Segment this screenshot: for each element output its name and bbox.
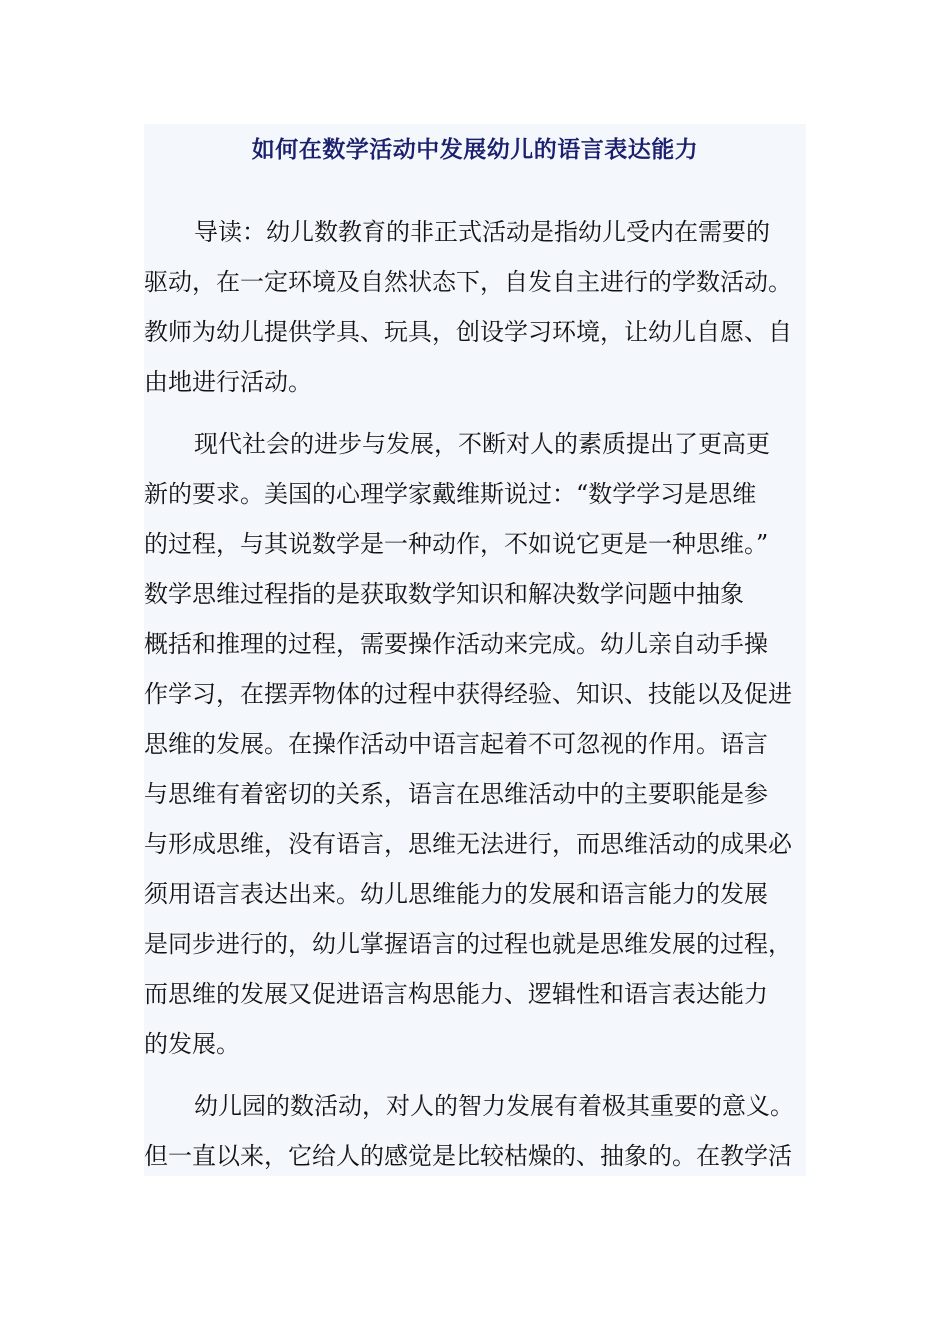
paragraph-2-line-5: 概括和推理的过程，需要操作活动来完成。幼儿亲自动手操 <box>144 630 768 658</box>
paragraph-3-line-2: 但一直以来，它给人的感觉是比较枯燥的、抽象的。在教学活 <box>144 1142 792 1170</box>
paragraph-2-line-8: 与思维有着密切的关系，语言在思维活动中的主要职能是参 <box>144 780 768 808</box>
paragraph-2-line-7: 思维的发展。在操作活动中语言起着不可忽视的作用。语言 <box>144 730 768 758</box>
document-title: 如何在数学活动中发展幼儿的语言表达能力 <box>251 136 699 163</box>
paragraph-2-line-12: 而思维的发展又促进语言构思能力、逻辑性和语言表达能力 <box>144 980 768 1008</box>
paragraph-1-line-4: 由地进行活动。 <box>144 368 312 396</box>
paragraph-2-line-3: 的过程，与其说数学是一种动作，不如说它更是一种思维。” <box>144 530 769 558</box>
paragraph-2-line-1: 现代社会的进步与发展，不断对人的素质提出了更高更 <box>194 430 770 458</box>
paragraph-1-line-1: 导读：幼儿数教育的非正式活动是指幼儿受内在需要的 <box>194 218 770 246</box>
paragraph-2-line-6: 作学习，在摆弄物体的过程中获得经验、知识、技能以及促进 <box>144 680 792 708</box>
paragraph-2-line-2: 新的要求。美国的心理学家戴维斯说过：“数学学习是思维 <box>144 480 757 508</box>
paragraph-2-line-4: 数学思维过程指的是获取数学知识和解决数学问题中抽象 <box>144 580 744 608</box>
paragraph-3-line-1: 幼儿园的数活动，对人的智力发展有着极其重要的意义。 <box>194 1092 794 1120</box>
paragraph-2-line-11: 是同步进行的，幼儿掌握语言的过程也就是思维发展的过程， <box>144 930 792 958</box>
paragraph-2-line-13: 的发展。 <box>144 1030 240 1058</box>
paragraph-1-line-3: 教师为幼儿提供学具、玩具，创设学习环境，让幼儿自愿、自 <box>144 318 792 346</box>
paragraph-2-line-9: 与形成思维，没有语言，思维无法进行，而思维活动的成果必 <box>144 830 792 858</box>
paragraph-1-line-2: 驱动，在一定环境及自然状态下，自发自主进行的学数活动。 <box>144 268 792 296</box>
paragraph-2-line-10: 须用语言表达出来。幼儿思维能力的发展和语言能力的发展 <box>144 880 768 908</box>
